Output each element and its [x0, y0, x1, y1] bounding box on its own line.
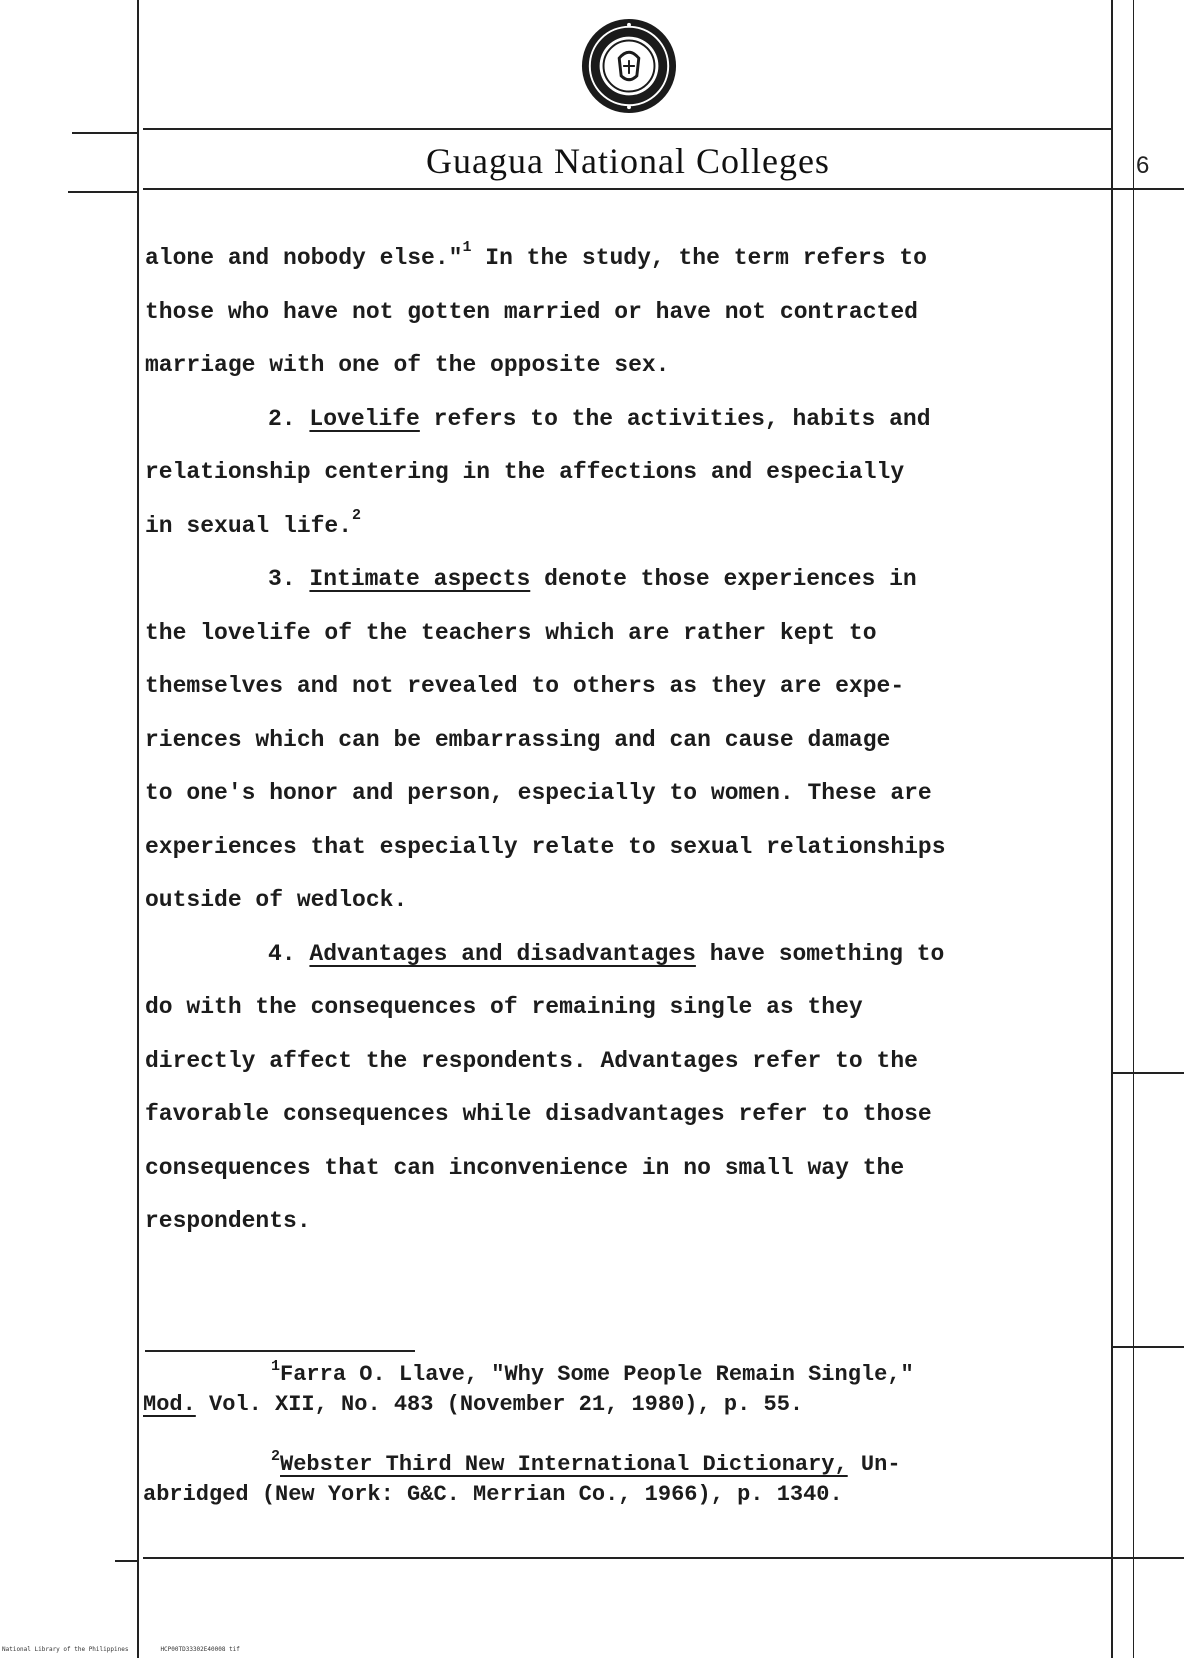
footnote-text: Vol. XII, No. 483 (November 21, 1980), p. 55.	[195, 1392, 804, 1417]
footnote-ref-2: 2	[352, 506, 362, 524]
footnote-2	[143, 1450, 1093, 1510]
body-line: experiences that especially relate to sexual relationships	[145, 833, 946, 860]
archive-library: National Library of the Philippines	[2, 1646, 129, 1653]
line-text: refers to the activities, habits and	[419, 405, 931, 432]
body-line: the lovelife of the teachers which are rather kept to	[145, 619, 877, 646]
left-tick-bottom	[115, 1560, 137, 1562]
body-line: favorable consequences while disadvantages refer to those	[145, 1101, 932, 1127]
body-line: respondents.	[145, 1208, 311, 1234]
college-seal-icon	[580, 17, 678, 115]
page-number: 6	[1136, 152, 1150, 179]
left-margin-line	[137, 0, 139, 1658]
footnote-line	[143, 1390, 1093, 1420]
right-tick-header	[1112, 188, 1184, 190]
footnote-1	[143, 1360, 1093, 1420]
item-number: 3.	[268, 566, 310, 592]
footnotes	[143, 1360, 1093, 1540]
header-bottom-rule	[143, 188, 1111, 190]
footnote-separator	[145, 1350, 415, 1352]
left-tick-header	[68, 191, 137, 193]
body-line: do with the consequences of remaining single as they	[145, 994, 863, 1020]
left-tick-top	[72, 132, 137, 134]
defined-term: Advantages and disadvantages	[309, 940, 696, 967]
item-number: 2.	[268, 405, 310, 432]
archive-file-id: HCP00TD33302E40008 tif	[160, 1646, 240, 1653]
body-line: to one's honor and person, especially to women. These are	[145, 780, 932, 806]
body-line: directly affect the respondents. Advantages refer to the	[145, 1047, 918, 1074]
line-text: denote those experiences in	[530, 566, 917, 592]
definition-item-2	[145, 393, 1085, 447]
body-line: marriage with one of the opposite sex.	[145, 352, 670, 378]
line-text: have something to	[695, 940, 945, 967]
line-text: In the study, the term refers to	[471, 245, 927, 271]
body-line: outside of wedlock.	[145, 887, 408, 913]
footnote-mark: 1	[271, 1358, 281, 1375]
body-line	[145, 232, 1085, 286]
footnote-ref-1: 1	[462, 239, 472, 256]
body-text	[145, 232, 1085, 1249]
footnote-source: Webster Third New International Dictionary,	[280, 1452, 848, 1477]
line-text: alone and nobody else."	[145, 245, 463, 271]
body-line: consequences that can inconvenience in no small way the	[145, 1154, 905, 1181]
institution-title: Guagua National Colleges	[426, 141, 830, 181]
footnote-mark: 2	[271, 1448, 281, 1465]
footnote-line	[143, 1360, 1093, 1390]
body-line: relationship centering in the affections and especially	[145, 459, 905, 485]
header-top-rule	[143, 128, 1111, 130]
body-line: those who have not gotten married or have not contracted	[145, 298, 918, 325]
footnote-text: Farra O. Llave, "Why Some People Remain Single,"	[280, 1362, 914, 1387]
item-number: 4.	[268, 940, 310, 967]
line-text: in sexual life.	[145, 512, 353, 539]
far-right-edge-line	[1133, 0, 1134, 1658]
defined-term: Lovelife	[309, 405, 420, 432]
body-line: riences which can be embarrassing and can cause damage	[145, 726, 891, 753]
body-line	[145, 500, 1085, 554]
body-line: themselves and not revealed to others as they are expe-	[145, 673, 905, 699]
footnote-source: Mod.	[143, 1392, 196, 1417]
archive-stamp	[2, 1646, 272, 1653]
footnote-line	[143, 1450, 1093, 1480]
right-tick-mid	[1112, 1072, 1184, 1074]
right-tick-bottom	[1112, 1557, 1184, 1559]
definition-item-4	[145, 928, 1085, 982]
footnote-text: Un-	[847, 1452, 901, 1477]
definition-item-3	[145, 553, 1085, 607]
right-tick-lower	[1112, 1346, 1184, 1348]
right-margin-line	[1111, 0, 1113, 1658]
bottom-rule	[143, 1557, 1111, 1559]
defined-term: Intimate aspects	[309, 566, 531, 592]
footnote-line: abridged (New York: G&C. Merrian Co., 1966), p. 1340.	[143, 1482, 843, 1507]
